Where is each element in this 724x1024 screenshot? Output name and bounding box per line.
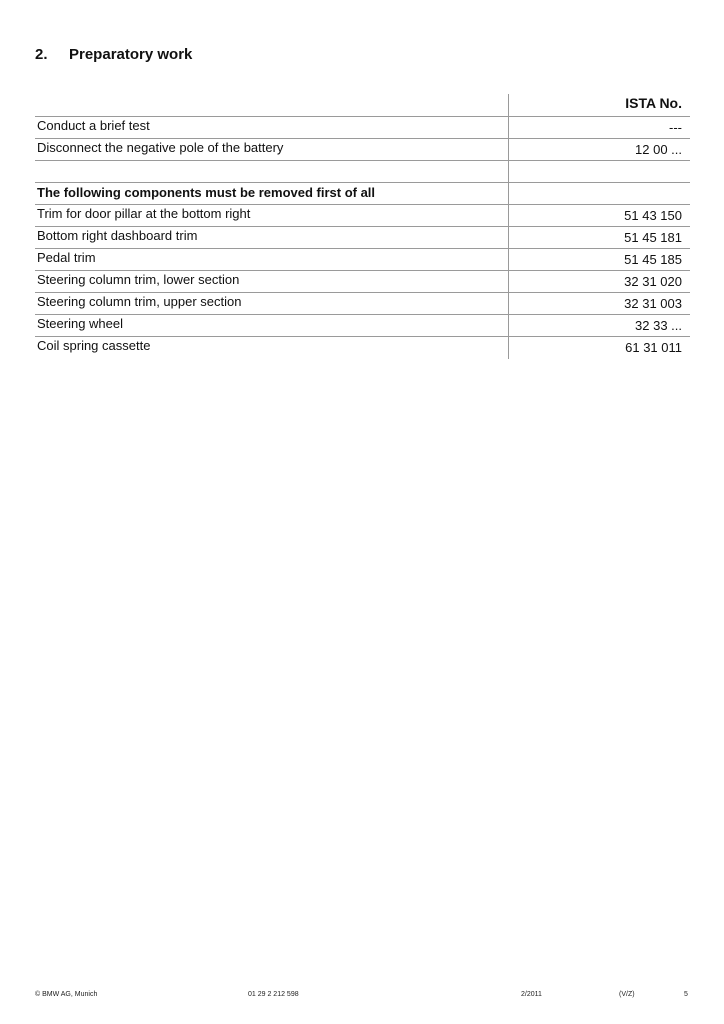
ista-number: 12 00 ...: [508, 139, 690, 160]
section-blank-cell: [508, 183, 690, 204]
component-label: Bottom right dashboard trim: [37, 228, 198, 243]
table-row: [35, 315, 690, 337]
footer-code: (V/Z): [619, 991, 635, 998]
component-label: Steering column trim, lower section: [37, 272, 240, 287]
section-number: 2.: [35, 46, 48, 63]
component-label: Pedal trim: [37, 250, 96, 265]
ista-number: 61 31 011: [508, 337, 690, 359]
ista-number: 51 43 150: [508, 205, 690, 226]
ista-column-header: ISTA No.: [508, 94, 690, 116]
table-row: [35, 227, 690, 249]
ista-number: 32 33 ...: [508, 315, 690, 336]
page-footer: [0, 991, 724, 1003]
table-row: [35, 271, 690, 293]
component-label: Steering column trim, upper section: [37, 294, 242, 309]
table-row: [35, 117, 690, 139]
section-heading: [35, 46, 192, 63]
preparatory-work-table: [35, 94, 690, 359]
step-label: Conduct a brief test: [37, 118, 150, 133]
table-spacer-row: [35, 161, 690, 183]
ista-number: 51 45 185: [508, 249, 690, 270]
spacer-cell: [35, 161, 508, 182]
section-subtitle: The following components must be removed first of all: [37, 185, 376, 200]
footer-document-number: 01 29 2 212 598: [248, 991, 299, 998]
table-row: [35, 337, 690, 359]
footer-copyright: © BMW AG, Munich: [35, 991, 98, 998]
ista-number: ---: [508, 117, 690, 138]
step-label: Disconnect the negative pole of the battery: [37, 140, 284, 155]
component-label: Trim for door pillar at the bottom right: [37, 206, 251, 221]
spacer-cell: [508, 161, 690, 182]
table-row: [35, 205, 690, 227]
table-row: [35, 293, 690, 315]
ista-number: 51 45 181: [508, 227, 690, 248]
section-title-row: [35, 183, 690, 205]
ista-number: 32 31 020: [508, 271, 690, 292]
header-blank-cell: [35, 94, 508, 116]
component-label: Steering wheel: [37, 316, 123, 331]
footer-date: 2/2011: [521, 991, 542, 998]
table-row: [35, 249, 690, 271]
section-title: Preparatory work: [69, 46, 193, 63]
table-row: [35, 139, 690, 161]
ista-number: 32 31 003: [508, 293, 690, 314]
component-label: Coil spring cassette: [37, 338, 151, 353]
table-header-row: [35, 94, 690, 117]
footer-page-number: 5: [684, 991, 688, 998]
